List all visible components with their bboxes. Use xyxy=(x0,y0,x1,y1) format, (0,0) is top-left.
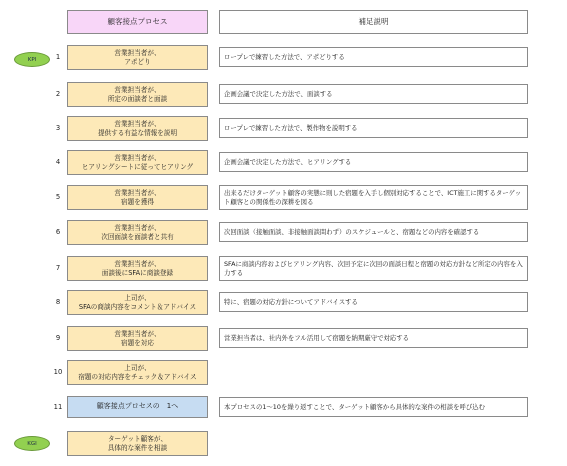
process-step-9: 営業担当者が、 宿題を対応 xyxy=(67,326,208,351)
final-outcome-step: ターゲット顧客が、 具体的な案件を相談 xyxy=(67,431,208,456)
step-number: 1 xyxy=(55,53,61,61)
kpi-badge: KPI xyxy=(14,52,50,67)
step-number: 4 xyxy=(55,158,61,166)
step-number: 9 xyxy=(55,334,61,342)
process-step-3: 営業担当者が、 提供する有益な情報を説明 xyxy=(67,116,208,141)
kgi-badge: KGI xyxy=(14,436,50,451)
process-step-11-loop: 顧客接点プロセスの 1へ xyxy=(67,396,208,418)
step-number: 3 xyxy=(55,124,61,132)
step-number: 5 xyxy=(55,193,61,201)
note-column-header: 補足説明 xyxy=(219,10,528,34)
step-number: 7 xyxy=(55,264,61,272)
process-step-5: 営業担当者が、 宿題を獲得 xyxy=(67,185,208,210)
process-step-7: 営業担当者が、 面談後にSFAに商談登録 xyxy=(67,256,208,281)
process-step-8: 上司が、 SFAの商談内容をコメント＆アドバイス xyxy=(67,290,208,315)
step-note-4: 企画会議で決定した方法で、ヒアリングする xyxy=(219,152,528,172)
step-note-3: ロープレで練習した方法で、製作物を説明する xyxy=(219,118,528,138)
step-note-6: 次回面談（接触面談、非接触面談問わず）のスケジュールと、宿題などの内容を確認する xyxy=(219,222,528,242)
step-note-8: 特に、宿題の対応方針についてアドバイスする xyxy=(219,292,528,312)
step-note-1: ロープレで練習した方法で、アポどりする xyxy=(219,47,528,67)
step-note-2: 企画会議で決定した方法で、面談する xyxy=(219,84,528,104)
step-number: 11 xyxy=(53,403,63,411)
process-column-header: 顧客接点プロセス xyxy=(67,10,208,34)
step-note-11: 本プロセスの1～10を繰り返すことで、ターゲット顧客から具体的な案件の相談を呼び込む xyxy=(219,397,528,417)
step-number: 10 xyxy=(53,368,63,376)
process-step-10: 上司が、 宿題の対応内容をチェック＆アドバイス xyxy=(67,360,208,385)
step-note-9: 営業担当者は、社内外をフル活用して宿題を納期厳守で対応する xyxy=(219,328,528,348)
process-step-4: 営業担当者が、 ヒアリングシートに従ってヒアリング xyxy=(67,150,208,175)
step-note-7: SFAに商談内容およびヒアリング内容、次回予定に次回の面談日程と宿題の対応方針など所定の内容を入力する xyxy=(219,256,528,281)
process-step-1: 営業担当者が、 アポどり xyxy=(67,45,208,70)
step-note-5: 出来るだけターゲット顧客の実態に則した宿題を入手し個別対応することで、ICT施工に関するターゲット顧客との関係性の深耕を図る xyxy=(219,185,528,210)
process-step-2: 営業担当者が、 所定の面談者と面談 xyxy=(67,82,208,107)
step-number: 2 xyxy=(55,90,61,98)
step-number: 6 xyxy=(55,228,61,236)
process-step-6: 営業担当者が、 次回面談を面談者と共有 xyxy=(67,220,208,245)
step-number: 8 xyxy=(55,298,61,306)
